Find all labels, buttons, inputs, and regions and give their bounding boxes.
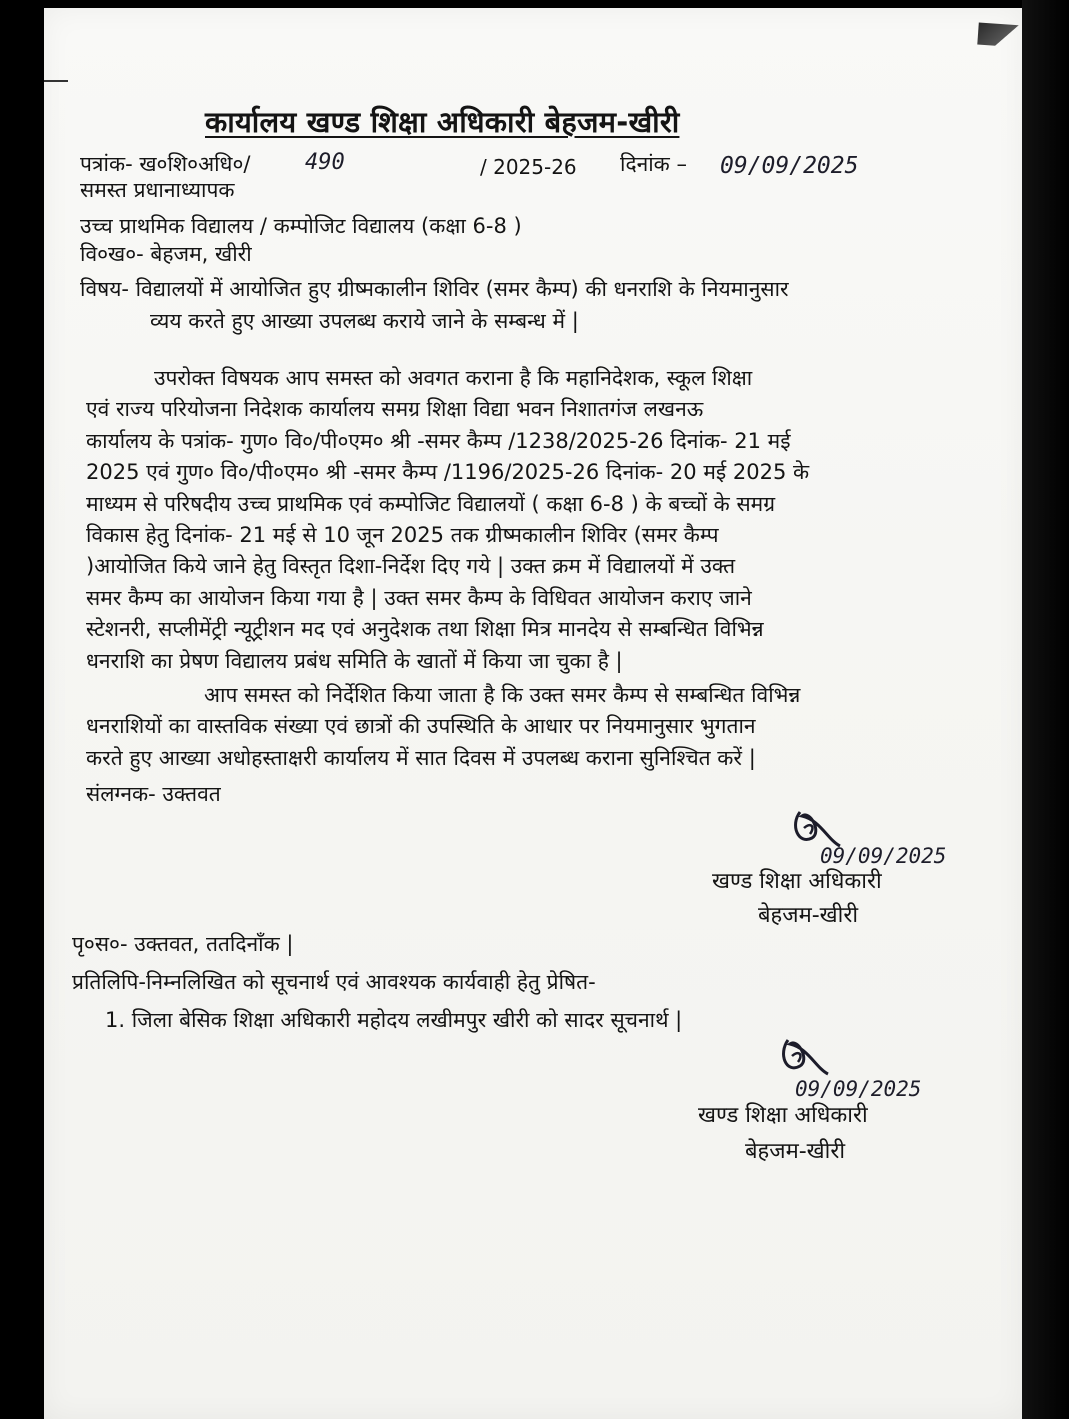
paragraph-line: समर कैम्प का आयोजन किया गया है | उक्त समर कैम्प के विधिवत आयोजन कराए जाने (86, 585, 752, 610)
address-line-2: उच्च प्राथमिक विद्यालय / कम्पोजिट विद्यालय (कक्षा 6-8 ) (80, 214, 522, 238)
endorsement-ps: पृ०स०- उक्तवत, ततदिनाँक | (72, 932, 294, 956)
date-label: दिनांक – (620, 152, 687, 176)
copy-to-line: प्रतिलिपि-निम्नलिखित को सूचनार्थ एवं आवश्यक कार्यवाही हेतु प्रेषित- (72, 970, 596, 994)
reference-number-handwritten: 490 (305, 150, 345, 175)
copy-item-1: 1. जिला बेसिक शिक्षा अधिकारी महोदय लखीमपुर खीरी को सादर सूचनार्थ | (105, 1008, 683, 1032)
paragraph-line: आप समस्त को निर्देशित किया जाता है कि उक्त समर कैम्प से सम्बन्धित विभिन्न (204, 683, 801, 707)
paragraph-line: विकास हेतु दिनांक- 21 मई से 10 जून 2025 तक ग्रीष्मकालीन शिविर (समर कैम्प (86, 523, 719, 548)
paragraph-line: कार्यालय के पत्रांक- गुण० वि०/पी०एम० श्री -समर कैम्प /1238/2025-26 दिनांक- 21 मई (86, 428, 791, 453)
enclosure-note: संलग्नक- उक्तवत (86, 782, 221, 806)
address-line-1: समस्त प्रधानाध्यापक (80, 178, 235, 202)
signature-2-date: 09/09/2025 (795, 1077, 922, 1101)
subject-line-2: व्यय करते हुए आख्या उपलब्ध कराये जाने के सम्बन्ध में | (150, 309, 579, 333)
signature-1-date: 09/09/2025 (820, 844, 947, 868)
reference-prefix: पत्रांक- ख०शि०अधि०/ (80, 152, 251, 176)
paragraph-line: स्टेशनरी, सप्लीमेंट्री न्यूट्रीशन मद एवं अनुदेशक तथा शिक्षा मित्र मानदेय से सम्बन्धित विभिन्न (86, 617, 764, 642)
signature-2-designation: खण्ड शिक्षा अधिकारी (698, 1103, 868, 1128)
body-paragraph-2 (86, 680, 936, 774)
subject-line-1: विषय- विद्यालयों में आयोजित हुए ग्रीष्मकालीन शिविर (समर कैम्प) की धनराशि के नियमानुसार (80, 277, 789, 301)
signature-1-place: बेहजम-खीरी (758, 903, 859, 928)
paragraph-line: माध्यम से परिषदीय उच्च प्राथमिक एवं कम्पोजिट विद्यालयों ( कक्षा 6-8 ) के बच्चों के समग्र (86, 491, 776, 516)
page-edge-shadow (1022, 0, 1069, 1419)
body-paragraph-1 (86, 363, 926, 677)
date-handwritten: 09/09/2025 (720, 153, 859, 179)
paragraph-line: एवं राज्य परियोजना निदेशक कार्यालय समग्र शिक्षा विद्या भवन निशातगंज लखनऊ (86, 397, 704, 422)
paragraph-line: करते हुए आख्या अधोहस्ताक्षरी कार्यालय में सात दिवस में उपलब्ध कराना सुनिश्चित करें | (86, 745, 756, 770)
paragraph-line: धनराशि का प्रेषण विद्यालय प्रबंध समिति के खातों में किया जा चुका है | (86, 648, 623, 673)
paragraph-line: उपरोक्त विषयक आप समस्त को अवगत कराना है कि महानिदेशक, स्कूल शिक्षा (154, 366, 753, 390)
signature-2-place: बेहजम-खीरी (745, 1139, 846, 1164)
paragraph-line: )आयोजित किये जाने हेतु विस्तृत दिशा-निर्देश दिए गये | उक्त क्रम में विद्यालयों में उक्त (86, 554, 736, 579)
punch-mark (44, 80, 68, 82)
folded-corner (977, 22, 1022, 47)
address-line-3: वि०ख०- बेहजम, खीरी (80, 242, 252, 266)
office-title: कार्यालय खण्ड शिक्षा अधिकारी बेहजम-खीरी (205, 105, 680, 139)
signature-1-designation: खण्ड शिक्षा अधिकारी (712, 869, 882, 894)
paragraph-line: धनराशियों का वास्तविक संख्या एवं छात्रों की उपस्थिति के आधार पर नियमानुसार भुगतान (86, 714, 756, 739)
paragraph-line: 2025 एवं गुण० वि०/पी०एम० श्री -समर कैम्प /1196/2025-26 दिनांक- 20 मई 2025 के (86, 460, 810, 485)
reference-year: / 2025-26 (480, 155, 577, 179)
